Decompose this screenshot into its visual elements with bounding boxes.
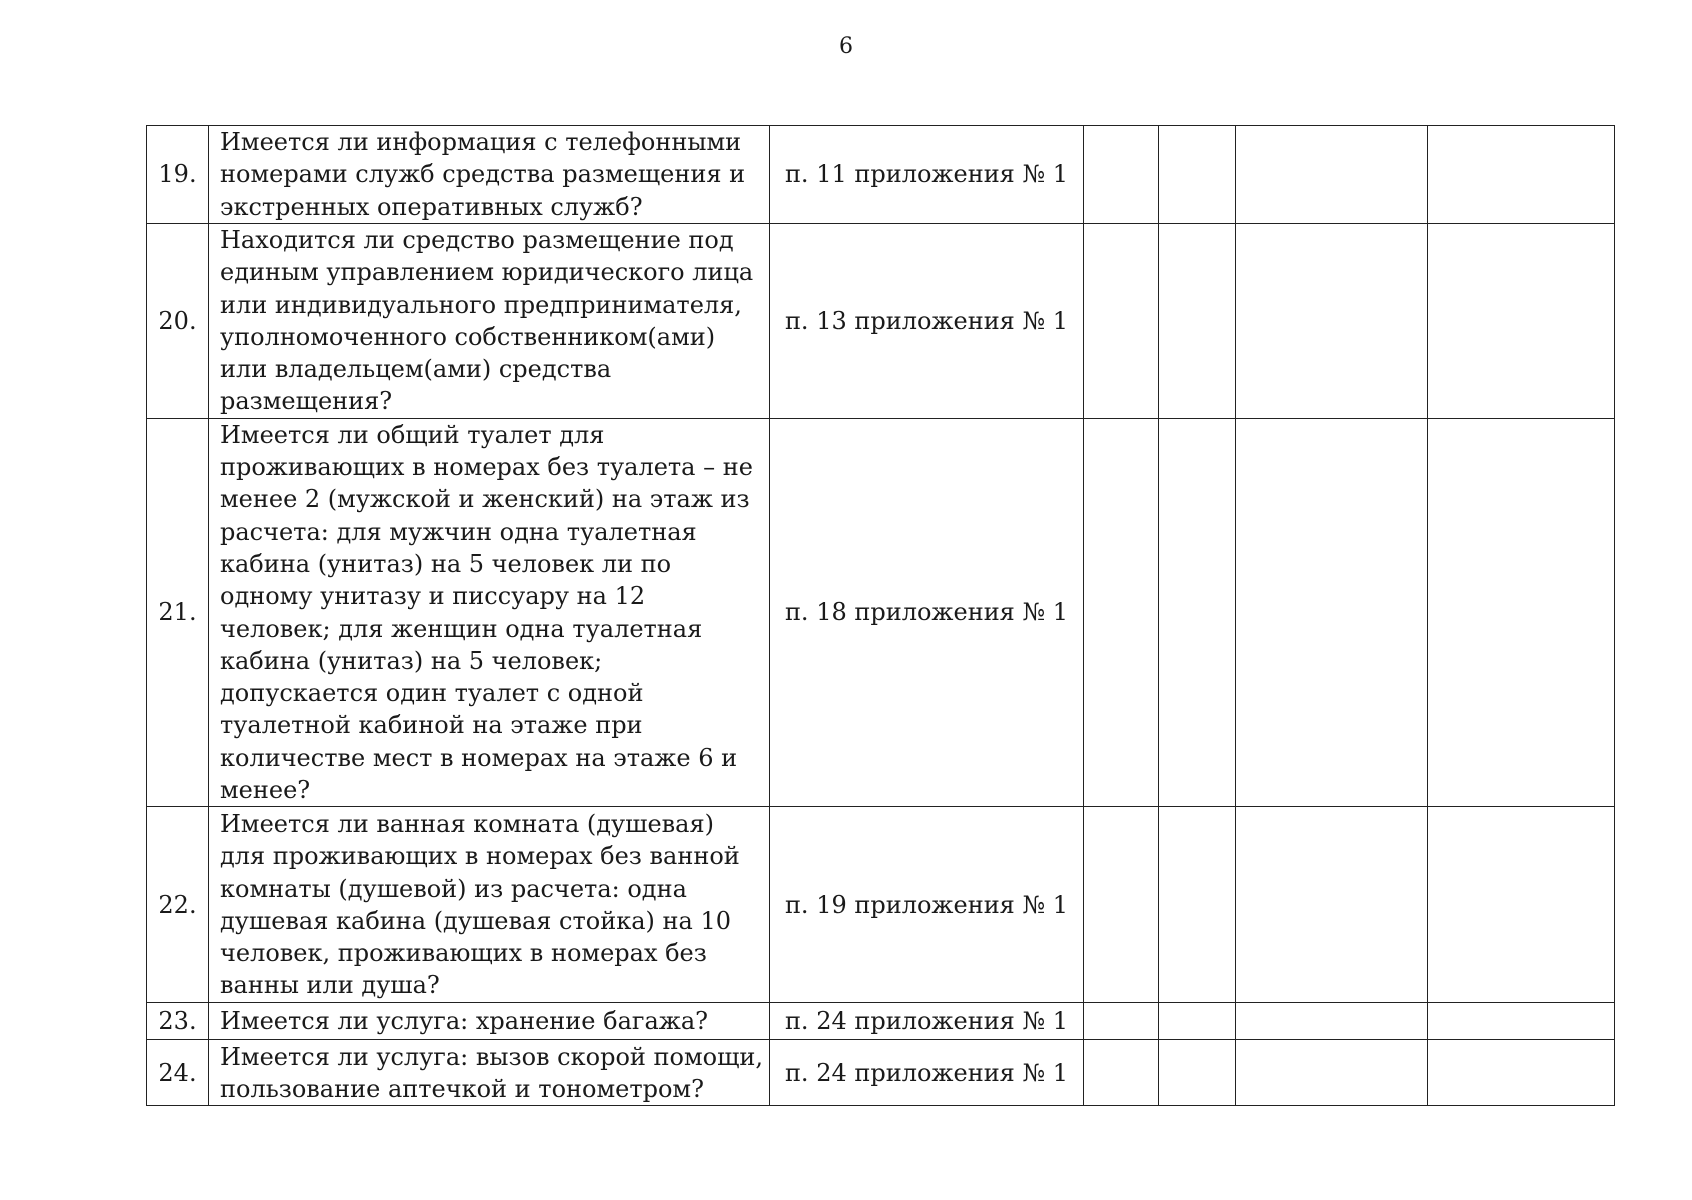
empty-cell [1159,418,1236,807]
table-row [147,224,1615,419]
table-row [147,807,1615,1003]
empty-cell [1084,807,1159,1003]
page-number: 6 [839,34,853,59]
question-text: Имеется ли информация с телефонными номерами служб средства размещения и экстренных оперативных служб? [209,126,770,224]
empty-cell [1236,224,1428,419]
question-text: Имеется ли общий туалет для проживающих в номерах без туалета – не менее 2 (мужской и женский) на этаж из расчета: для мужчин одна туалетная кабина (унитаз) на 5 человек ли по одному унитазу и писсуару на 12 человек; для женщин одна туалетная кабина (унитаз) на 5 человек; допускается один туалет с одной туалетной кабиной на этаже при количестве мест в номерах на этаже 6 и менее? [209,418,770,807]
question-text: Имеется ли ванная комната (душевая) для проживающих в номерах без ванной комнаты (душевой) из расчета: одна душевая кабина (душевая стойка) на 10 человек, проживающих в номерах без ванны или душа? [209,807,770,1003]
legal-reference: п. 18 приложения № 1 [770,418,1084,807]
empty-cell [1428,224,1615,419]
question-text: Имеется ли услуга: хранение багажа? [209,1003,770,1040]
legal-reference: п. 24 приложения № 1 [770,1040,1084,1106]
empty-cell [1084,126,1159,224]
empty-cell [1236,126,1428,224]
empty-cell [1084,224,1159,419]
empty-cell [1159,224,1236,419]
empty-cell [1159,807,1236,1003]
empty-cell [1236,807,1428,1003]
legal-reference: п. 13 приложения № 1 [770,224,1084,419]
empty-cell [1428,418,1615,807]
row-number: 24. [147,1040,209,1106]
empty-cell [1084,1040,1159,1106]
empty-cell [1084,1003,1159,1040]
empty-cell [1236,1040,1428,1106]
table-row [147,1040,1615,1106]
row-number: 19. [147,126,209,224]
legal-reference: п. 24 приложения № 1 [770,1003,1084,1040]
table-row [147,126,1615,224]
empty-cell [1428,1003,1615,1040]
row-number: 23. [147,1003,209,1040]
row-number: 21. [147,418,209,807]
legal-reference: п. 19 приложения № 1 [770,807,1084,1003]
legal-reference: п. 11 приложения № 1 [770,126,1084,224]
question-text: Имеется ли услуга: вызов скорой помощи, пользование аптечкой и тонометром? [209,1040,770,1106]
empty-cell [1428,1040,1615,1106]
empty-cell [1159,126,1236,224]
row-number: 20. [147,224,209,419]
table-row [147,418,1615,807]
empty-cell [1084,418,1159,807]
table-row [147,1003,1615,1040]
empty-cell [1428,126,1615,224]
empty-cell [1159,1040,1236,1106]
empty-cell [1236,418,1428,807]
empty-cell [1428,807,1615,1003]
empty-cell [1159,1003,1236,1040]
checklist-table [146,125,1615,1106]
empty-cell [1236,1003,1428,1040]
question-text: Находится ли средство размещение под единым управлением юридического лица или индивидуального предпринимателя, уполномоченного собственником(ами) или владельцем(ами) средства размещения? [209,224,770,419]
row-number: 22. [147,807,209,1003]
